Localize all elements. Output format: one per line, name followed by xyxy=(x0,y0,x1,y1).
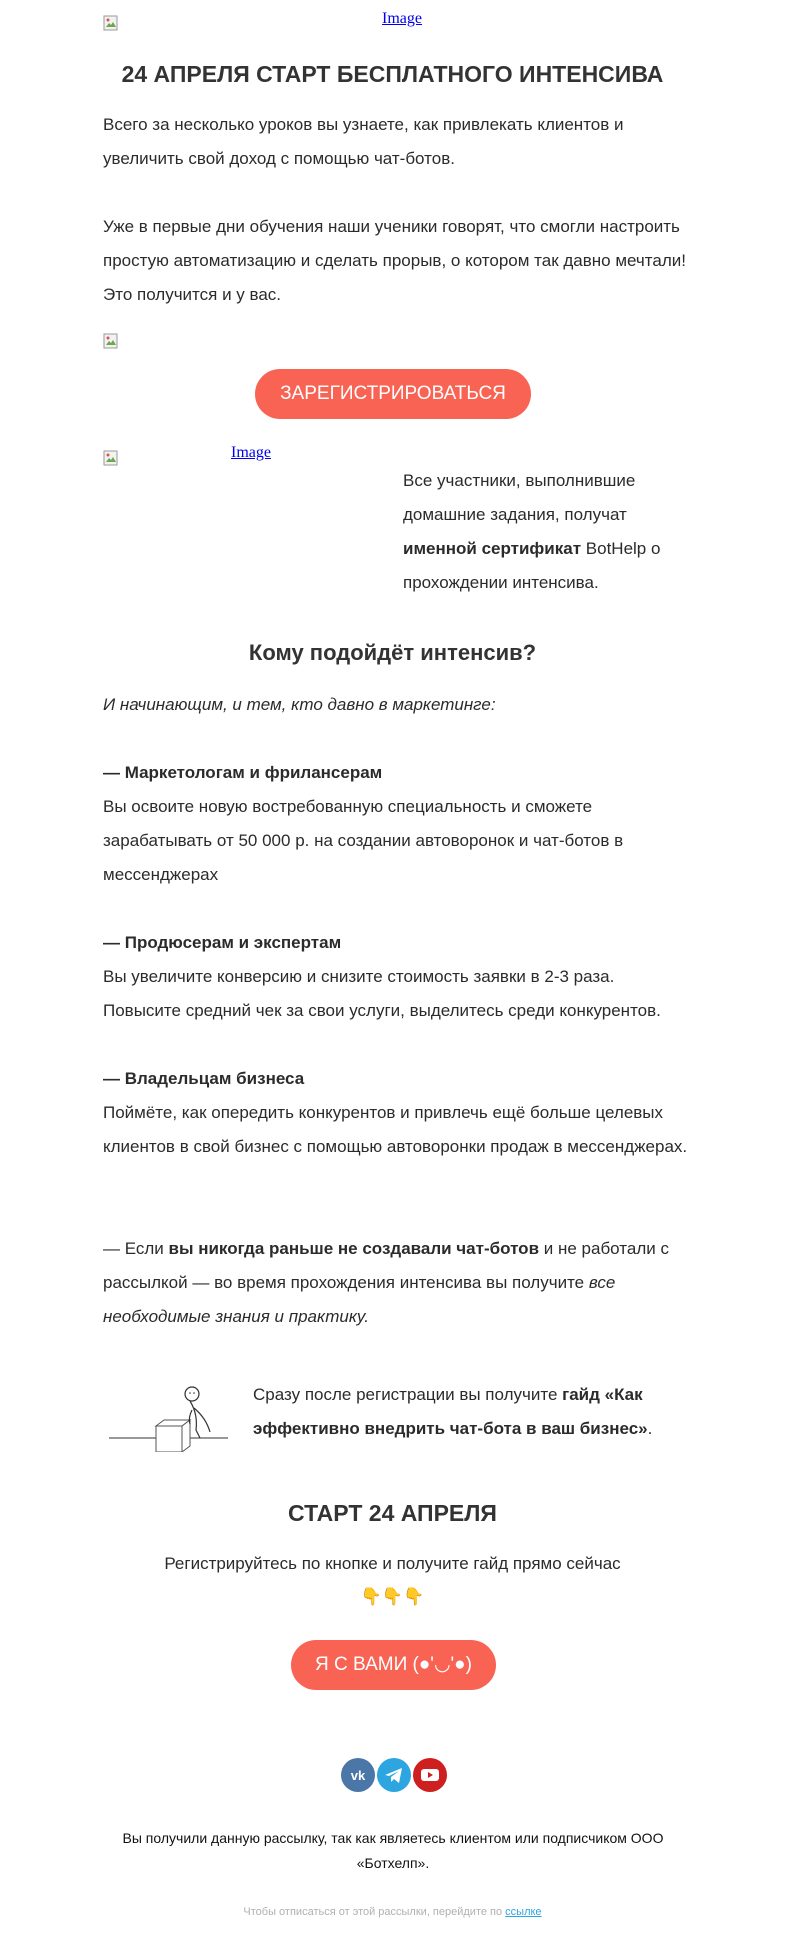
svg-text:vk: vk xyxy=(350,1768,366,1783)
page-title: 24 АПРЕЛЯ СТАРТ БЕСПЛАТНОГО ИНТЕНСИВА xyxy=(121,61,664,87)
intro-paragraph-1: Всего за несколько уроков вы узнаете, как привлекать клиентов и увеличить свой доход с помощью чат-ботов. xyxy=(103,115,624,168)
broken-image-icon xyxy=(103,450,119,466)
unsubscribe-line xyxy=(0,1904,785,1920)
start-title: СТАРТ 24 АПРЕЛЯ xyxy=(288,1500,497,1526)
broken-image-icon xyxy=(103,15,119,31)
guide-illustration xyxy=(106,1380,231,1452)
certificate-image-link[interactable]: Image xyxy=(231,444,271,461)
audience-heading-producers: — Продюсерам и экспертам xyxy=(103,933,342,952)
audience-title: Кому подойдёт интенсив? xyxy=(248,640,537,665)
start-subtitle: Регистрируйтесь по кнопке и получите гайд прямо сейчас xyxy=(164,1554,621,1573)
unsubscribe-text: Чтобы отписаться от этой рассылки, перейдите по xyxy=(243,1906,506,1918)
intro-paragraph-2: Уже в первые дни обучения наши ученики говорят, что смогли настроить простую автоматизацию и сделать прорыв, о котором так давно мечтали! Это получится и у вас. xyxy=(103,217,686,304)
header-image-link[interactable]: Image xyxy=(382,10,422,27)
audience-text-marketers: Вы освоите новую востребованную специальность и сможете зарабатывать от 50 000 р. на создании автоворонок и чат-ботов в мессенджерах xyxy=(103,797,624,884)
vk-icon[interactable] xyxy=(341,1758,375,1792)
broken-image-icon xyxy=(103,333,119,349)
audience-text-owners: Поймёте, как опередить конкурентов и привлечь ещё больше целевых клиентов в свой бизнес с помощью автоворонки продаж в мессенджерах. xyxy=(103,1103,688,1156)
audience-subtitle: И начинающим, и тем, кто давно в маркетинге: xyxy=(103,695,496,714)
certificate-text: Все участники, выполнившие домашние задания, получат именной сертификат BotHelp о прохождении интенсива. xyxy=(403,471,661,592)
telegram-icon[interactable] xyxy=(377,1758,411,1792)
register-button[interactable]: ЗАРЕГИСТРИРОВАТЬСЯ xyxy=(255,369,531,419)
audience-heading-marketers: — Маркетологам и фрилансерам xyxy=(103,763,383,782)
youtube-icon[interactable] xyxy=(413,1758,447,1792)
join-button[interactable]: Я С ВАМИ (●'◡'●) xyxy=(291,1640,496,1690)
footer-notice: Вы получили данную рассылку, так как являетесь клиентом или подписчиком ООО «Ботхелп». xyxy=(122,1830,664,1871)
pointing-down-emoji: 👇👇👇 xyxy=(360,1587,425,1606)
audience-text-producers: Вы увеличите конверсию и снизите стоимость заявки в 2-3 раза. Повысите средний чек за свои услуги, выделитесь среди конкурентов. xyxy=(103,967,661,1020)
audience-heading-owners: — Владельцам бизнеса xyxy=(103,1069,305,1088)
unsubscribe-link[interactable]: ссылке xyxy=(505,1906,542,1918)
newbie-paragraph: — Если вы никогда раньше не создавали чат-ботов и не работали с рассылкой — во время прохождения интенсива вы получите все необходимые знания и практику. xyxy=(103,1239,669,1326)
guide-text: Сразу после регистрации вы получите гайд «Как эффективно внедрить чат-бота в ваш бизнес». xyxy=(253,1385,653,1438)
